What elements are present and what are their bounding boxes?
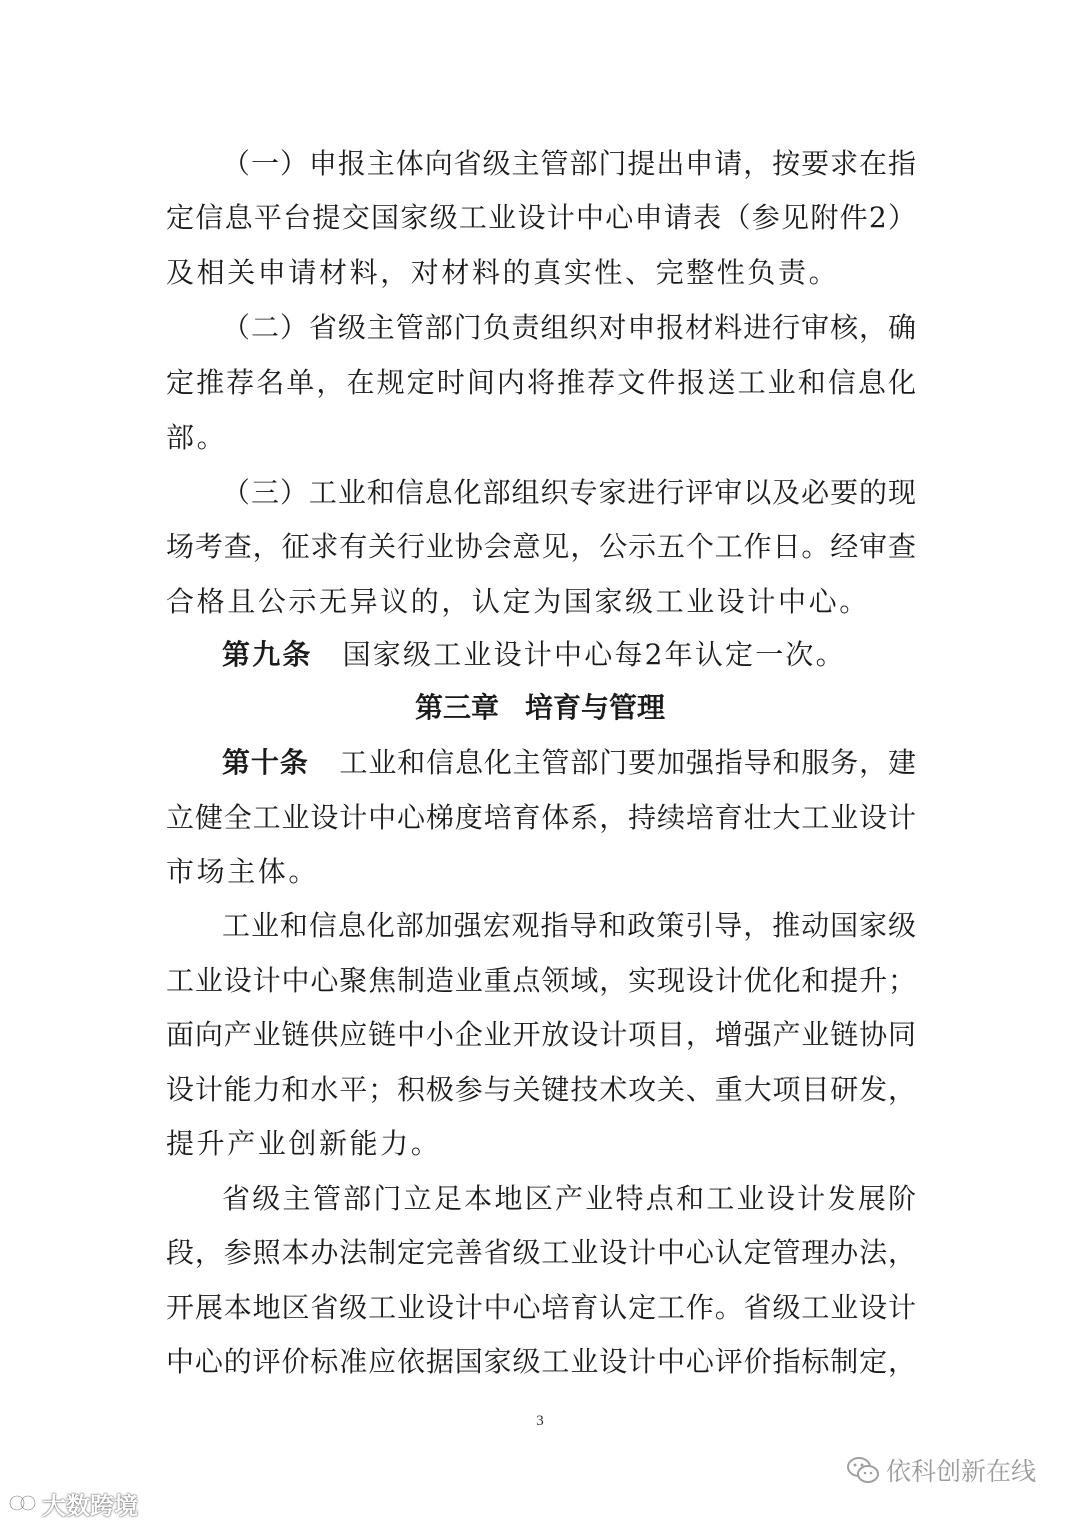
chapter-title: 培育与管理: [525, 691, 666, 724]
province-paragraph-line-3: 开展本地区省级工业设计中心培育认定工作。省级工业设计: [166, 1291, 916, 1324]
paragraph-3-line-1: （三）工业和信息化部组织专家进行评审以及必要的现: [222, 476, 916, 509]
province-paragraph-line-2: 段，参照本办法制定完善省级工业设计中心认定管理办法，: [166, 1236, 916, 1269]
dashu-logo-icon: [8, 1492, 38, 1514]
wechat-icon: [846, 1455, 880, 1485]
watermark-right: [846, 1452, 1036, 1488]
paragraph-1-line-2: 定信息平台提交国家级工业设计中心申请表（参见附件2）: [166, 201, 916, 234]
province-paragraph-line-4: 中心的评价标准应依据国家级工业设计中心评价指标制定，: [166, 1345, 916, 1378]
ministry-paragraph-line-3: 面向产业链供应链中小企业开放设计项目，增强产业链协同: [166, 1018, 916, 1051]
page-number: 3: [536, 1413, 544, 1429]
ministry-paragraph-line-1: 工业和信息化部加强宏观指导和政策引导，推动国家级: [222, 909, 916, 942]
paragraph-2-line-2: 定推荐名单，在规定时间内将推荐文件报送工业和信息化: [166, 366, 916, 399]
ministry-paragraph-line-2: 工业设计中心聚焦制造业重点领域，实现设计优化和提升；: [166, 964, 916, 997]
article-9-label: 第九条: [222, 638, 313, 671]
article-10-line-1: [222, 743, 916, 783]
article-10-line-3: 市场主体。: [166, 855, 320, 888]
ministry-paragraph-line-4: 设计能力和水平；积极参与关键技术攻关、重大项目研发，: [166, 1073, 916, 1106]
article-9-text: 国家级工业设计中心每2年认定一次。: [342, 638, 846, 671]
paragraph-2-line-3: 部。: [166, 421, 228, 454]
chapter-heading: [0, 688, 1080, 728]
province-paragraph-line-1: 省级主管部门立足本地区产业特点和工业设计发展阶: [222, 1182, 916, 1215]
paragraph-1-line-3: 及相关申请材料，对材料的真实性、完整性负责。: [166, 256, 840, 289]
article-10-first-line: 工业和信息化主管部门要加强指导和服务，建: [338, 746, 916, 779]
watermark-left-text: 大数跨境: [42, 1491, 138, 1520]
paragraph-3-line-3: 合格且公示无异议的，认定为国家级工业设计中心。: [166, 585, 870, 618]
chapter-number: 第三章: [414, 691, 499, 724]
watermark-left: [8, 1489, 138, 1520]
paragraph-1-line-1: （一）申报主体向省级主管部门提出申请，按要求在指: [222, 147, 916, 180]
ministry-paragraph-line-5: 提升产业创新能力。: [166, 1127, 442, 1160]
article-9: [222, 635, 916, 675]
watermark-right-text: 依科创新在线: [886, 1457, 1037, 1486]
article-10-label: 第十条: [222, 746, 309, 779]
paragraph-2-line-1: （二）省级主管部门负责组织对申报材料进行审核，确: [222, 311, 916, 344]
paragraph-3-line-2: 场考查，征求有关行业协会意见，公示五个工作日。经审查: [166, 530, 916, 563]
article-10-line-2: 立健全工业设计中心梯度培育体系，持续培育壮大工业设计: [166, 801, 916, 834]
